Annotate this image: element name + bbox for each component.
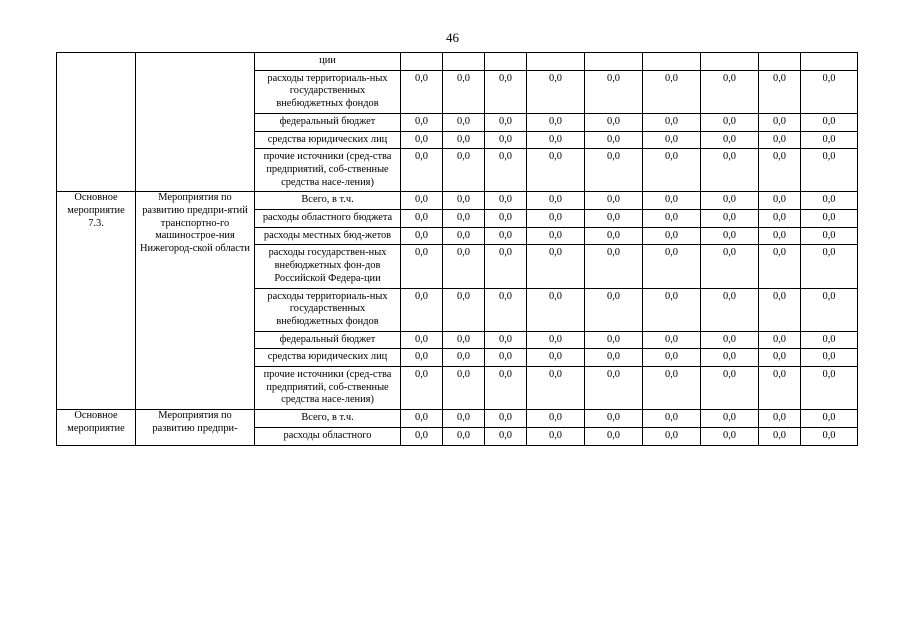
value-cell: 0,0 [443, 210, 485, 228]
funding-source-cell: средства юридических лиц [255, 349, 401, 367]
value-cell: 0,0 [759, 113, 801, 131]
value-cell: 0,0 [401, 227, 443, 245]
value-cell: 0,0 [701, 410, 759, 428]
value-cell: 0,0 [401, 210, 443, 228]
funding-source-cell: расходы местных бюд-жетов [255, 227, 401, 245]
funding-source-cell: расходы государствен-ных внебюджетных фон-дов Российской Федера-ции [255, 245, 401, 288]
measure-name-cell: Мероприятия по развитию предпри-ятий транспортно-го машинострое-ния Нижегород-ской области [136, 192, 255, 410]
funding-source-cell: федеральный бюджет [255, 331, 401, 349]
value-cell: 0,0 [585, 113, 643, 131]
value-cell: 0,0 [485, 113, 527, 131]
budget-table [56, 52, 858, 446]
value-cell: 0,0 [527, 331, 585, 349]
value-cell: 0,0 [585, 427, 643, 445]
funding-source-cell: прочие источники (сред-ства предприятий, соб-ственные средства насе-ления) [255, 367, 401, 410]
value-cell: 0,0 [643, 349, 701, 367]
value-cell: 0,0 [401, 70, 443, 113]
value-cell: 0,0 [643, 288, 701, 331]
value-cell: 0,0 [759, 245, 801, 288]
value-cell: 0,0 [643, 192, 701, 210]
value-cell: 0,0 [485, 227, 527, 245]
value-cell: 0,0 [585, 245, 643, 288]
value-cell: 0,0 [485, 288, 527, 331]
value-cell: 0,0 [527, 192, 585, 210]
value-cell: 0,0 [801, 113, 858, 131]
value-cell: 0,0 [701, 70, 759, 113]
value-cell: 0,0 [585, 149, 643, 192]
value-cell: 0,0 [701, 149, 759, 192]
table-row [57, 192, 858, 210]
measure-code-cell: Основное мероприятие [57, 410, 136, 445]
value-cell: 0,0 [527, 410, 585, 428]
value-cell: 0,0 [443, 410, 485, 428]
value-cell: 0,0 [527, 113, 585, 131]
funding-source-cell: ции [255, 53, 401, 71]
measure-name-cell [136, 53, 255, 192]
value-cell: 0,0 [527, 349, 585, 367]
value-cell: 0,0 [527, 149, 585, 192]
value-cell: 0,0 [759, 210, 801, 228]
value-cell: 0,0 [485, 149, 527, 192]
value-cell: 0,0 [401, 131, 443, 149]
value-cell: 0,0 [401, 288, 443, 331]
value-cell: 0,0 [759, 349, 801, 367]
value-cell: 0,0 [701, 210, 759, 228]
value-cell: 0,0 [759, 427, 801, 445]
value-cell: 0,0 [443, 192, 485, 210]
value-cell: 0,0 [527, 131, 585, 149]
value-cell: 0,0 [485, 192, 527, 210]
value-cell: 0,0 [443, 227, 485, 245]
value-cell: 0,0 [485, 410, 527, 428]
value-cell: 0,0 [801, 227, 858, 245]
value-cell: 0,0 [443, 331, 485, 349]
value-cell: 0,0 [527, 367, 585, 410]
value-cell [759, 53, 801, 71]
value-cell: 0,0 [485, 427, 527, 445]
value-cell [527, 53, 585, 71]
measure-code-cell [57, 53, 136, 192]
value-cell: 0,0 [485, 349, 527, 367]
value-cell: 0,0 [585, 288, 643, 331]
value-cell: 0,0 [701, 245, 759, 288]
value-cell: 0,0 [759, 131, 801, 149]
funding-source-cell: расходы областного бюджета [255, 210, 401, 228]
value-cell: 0,0 [585, 210, 643, 228]
value-cell: 0,0 [801, 367, 858, 410]
value-cell: 0,0 [701, 331, 759, 349]
value-cell: 0,0 [643, 427, 701, 445]
value-cell: 0,0 [643, 210, 701, 228]
value-cell: 0,0 [485, 70, 527, 113]
value-cell: 0,0 [643, 70, 701, 113]
value-cell: 0,0 [801, 410, 858, 428]
value-cell: 0,0 [759, 149, 801, 192]
value-cell: 0,0 [701, 227, 759, 245]
value-cell: 0,0 [401, 367, 443, 410]
value-cell: 0,0 [759, 227, 801, 245]
value-cell: 0,0 [401, 349, 443, 367]
value-cell: 0,0 [701, 113, 759, 131]
value-cell: 0,0 [759, 70, 801, 113]
funding-source-cell: Всего, в т.ч. [255, 410, 401, 428]
value-cell: 0,0 [401, 192, 443, 210]
value-cell: 0,0 [527, 227, 585, 245]
value-cell: 0,0 [443, 349, 485, 367]
value-cell: 0,0 [401, 331, 443, 349]
value-cell: 0,0 [585, 367, 643, 410]
value-cell [443, 53, 485, 71]
value-cell: 0,0 [485, 210, 527, 228]
funding-source-cell: расходы территориаль-ных государственных внебюджетных фондов [255, 70, 401, 113]
value-cell: 0,0 [759, 192, 801, 210]
value-cell: 0,0 [643, 331, 701, 349]
value-cell [401, 53, 443, 71]
value-cell: 0,0 [485, 131, 527, 149]
value-cell: 0,0 [585, 410, 643, 428]
page-number: 46 [446, 30, 459, 45]
value-cell: 0,0 [527, 288, 585, 331]
value-cell: 0,0 [485, 367, 527, 410]
value-cell: 0,0 [401, 245, 443, 288]
value-cell: 0,0 [443, 245, 485, 288]
value-cell: 0,0 [801, 149, 858, 192]
value-cell: 0,0 [701, 427, 759, 445]
value-cell: 0,0 [443, 288, 485, 331]
value-cell: 0,0 [643, 227, 701, 245]
funding-source-cell: федеральный бюджет [255, 113, 401, 131]
value-cell: 0,0 [585, 331, 643, 349]
value-cell [801, 53, 858, 71]
value-cell: 0,0 [643, 410, 701, 428]
value-cell: 0,0 [643, 113, 701, 131]
value-cell: 0,0 [759, 410, 801, 428]
table-row [57, 410, 858, 428]
value-cell: 0,0 [643, 131, 701, 149]
funding-source-cell: прочие источники (сред-ства предприятий, соб-ственные средства насе-ления) [255, 149, 401, 192]
value-cell: 0,0 [527, 70, 585, 113]
table-row [57, 53, 858, 71]
value-cell: 0,0 [643, 245, 701, 288]
value-cell: 0,0 [801, 210, 858, 228]
value-cell: 0,0 [759, 331, 801, 349]
value-cell: 0,0 [801, 192, 858, 210]
value-cell: 0,0 [701, 288, 759, 331]
value-cell: 0,0 [527, 245, 585, 288]
value-cell: 0,0 [643, 149, 701, 192]
value-cell: 0,0 [401, 427, 443, 445]
value-cell: 0,0 [801, 331, 858, 349]
value-cell: 0,0 [801, 131, 858, 149]
measure-name-cell: Мероприятия по развитию предпри- [136, 410, 255, 445]
value-cell: 0,0 [701, 367, 759, 410]
value-cell: 0,0 [527, 210, 585, 228]
funding-source-cell: расходы территориаль-ных государственных внебюджетных фондов [255, 288, 401, 331]
value-cell: 0,0 [801, 349, 858, 367]
funding-source-cell: расходы областного [255, 427, 401, 445]
funding-source-cell: средства юридических лиц [255, 131, 401, 149]
value-cell: 0,0 [401, 410, 443, 428]
value-cell: 0,0 [801, 427, 858, 445]
value-cell: 0,0 [401, 149, 443, 192]
value-cell: 0,0 [801, 288, 858, 331]
value-cell: 0,0 [801, 70, 858, 113]
measure-code-cell: Основное мероприятие 7.3. [57, 192, 136, 410]
value-cell: 0,0 [443, 427, 485, 445]
value-cell: 0,0 [443, 70, 485, 113]
value-cell: 0,0 [585, 131, 643, 149]
funding-source-cell: Всего, в т.ч. [255, 192, 401, 210]
value-cell: 0,0 [759, 288, 801, 331]
value-cell: 0,0 [443, 149, 485, 192]
value-cell: 0,0 [527, 427, 585, 445]
value-cell: 0,0 [443, 131, 485, 149]
value-cell: 0,0 [643, 367, 701, 410]
value-cell: 0,0 [401, 113, 443, 131]
value-cell: 0,0 [485, 245, 527, 288]
value-cell: 0,0 [701, 192, 759, 210]
value-cell: 0,0 [585, 227, 643, 245]
value-cell: 0,0 [485, 331, 527, 349]
value-cell: 0,0 [701, 131, 759, 149]
value-cell [701, 53, 759, 71]
value-cell [643, 53, 701, 71]
value-cell: 0,0 [585, 192, 643, 210]
value-cell: 0,0 [801, 245, 858, 288]
value-cell: 0,0 [759, 367, 801, 410]
value-cell: 0,0 [443, 113, 485, 131]
value-cell: 0,0 [585, 70, 643, 113]
value-cell [485, 53, 527, 71]
value-cell: 0,0 [585, 349, 643, 367]
value-cell: 0,0 [443, 367, 485, 410]
value-cell [585, 53, 643, 71]
value-cell: 0,0 [701, 349, 759, 367]
